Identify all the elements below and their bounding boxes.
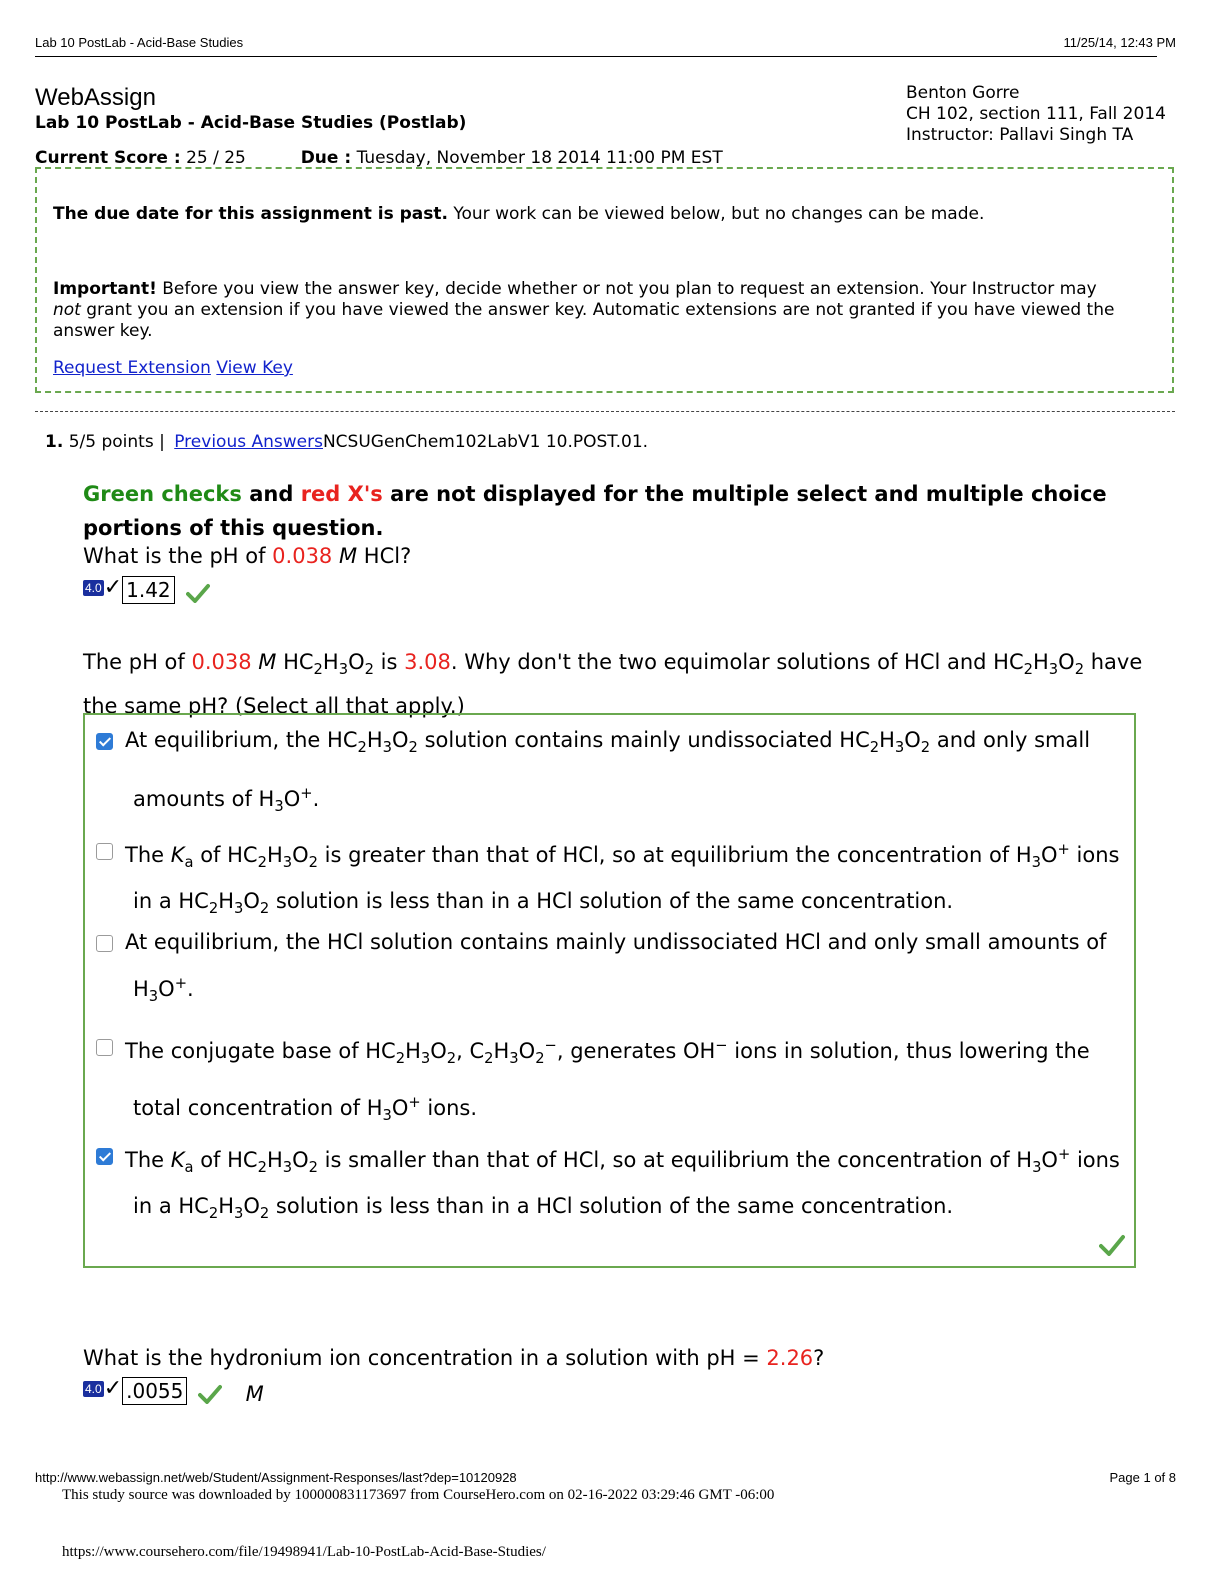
q1-text-a: What is the pH of xyxy=(83,544,266,568)
footer-url: http://www.webassign.net/web/Student/Assignment-Responses/last?dep=10120928 xyxy=(35,1470,517,1485)
score-row xyxy=(35,148,723,168)
choice-2-text[interactable]: The $K_a$ of $HC_2H_3O_2$ is greater than that of HCl, so at equilibrium the concentration of $H_3O^+$ ions in a $HC_2H_3O_2$ solution is less than in a HCl solution of the same concentration. xyxy=(125,841,1120,918)
q3-unit: M xyxy=(245,1381,264,1406)
q3-badge-check-icon: ✓ xyxy=(103,1376,123,1401)
choice-5-checkbox[interactable] xyxy=(96,1148,113,1165)
coursehero-source-note: This study source was downloaded by 100000831173697 from CourseHero.com on 02-16-2022 03:29:46 GMT -06:00 xyxy=(62,1487,775,1503)
warning-green-text: Green checks xyxy=(83,482,242,506)
instructor-name: Instructor: Pallavi Singh TA xyxy=(906,125,1134,145)
important-notice xyxy=(53,279,1153,342)
choice-1-checkbox[interactable] xyxy=(96,733,113,750)
due-label: Due : xyxy=(300,148,352,168)
q2-ph-value: 3.08 xyxy=(404,650,451,674)
q3-ph-value: 2.26 xyxy=(766,1346,814,1370)
view-key-link[interactable]: View Key xyxy=(216,358,293,378)
q3-answer-field[interactable]: .0055 xyxy=(122,1377,187,1405)
q1-prompt xyxy=(83,544,411,568)
important-line1: Before you view the answer key, decide whether or not you plan to request an extension. Your Instructor may xyxy=(162,279,1097,299)
choice-5-text[interactable]: The $K_a$ of $HC_2H_3O_2$ is smaller than that of HCl, so at equilibrium the concentration of $H_3O^+$ ions in a $HC_2H_3O_2$ solution is less than in a HCl solution of the same concentration. xyxy=(125,1146,1120,1223)
q1-sigfig-badge: 4.0 xyxy=(85,581,102,595)
score-label: Current Score : xyxy=(35,148,181,168)
past-due-notice xyxy=(53,204,984,224)
q2-prompt: The pH of 0.038 M $HC_2H_3O_2$ is 3.08. Why don't the two equimolar solutions of HCl and $HC_2H_3O_2$ have the same pH? (Select all that apply.) xyxy=(83,650,1143,719)
important-line2: grant you an extension if you have viewed the answer key. Automatic extensions are not granted if you have viewed the xyxy=(86,300,1115,320)
important-not: not xyxy=(53,300,81,320)
important-line3: answer key. xyxy=(53,321,153,341)
warning-red-text: red X's xyxy=(300,482,383,506)
webassign-logo: WebAssign xyxy=(35,84,156,111)
request-extension-link[interactable]: Request Extension xyxy=(53,358,211,378)
q1-value: 0.038 xyxy=(272,544,333,568)
q1-text-c: HCl? xyxy=(363,544,412,568)
choice-1-text[interactable]: At equilibrium, the $HC_2H_3O_2$ solution contains mainly undissociated $HC_2H_3O_2$ and only small amounts of $H_3O^+$. xyxy=(125,728,1091,816)
choice-4-text[interactable]: The conjugate base of $HC_2H_3O_2$, $C_2H_3O_2^-$, generates OH− ions in solution, thus lowering the total concentration of $H_3O^+$ ions. xyxy=(125,1037,1090,1125)
previous-answers-link[interactable]: Previous Answers xyxy=(174,432,323,452)
important-bold: Important! xyxy=(53,279,157,299)
question-separator: | xyxy=(159,432,165,452)
q2-concentration: 0.038 xyxy=(191,650,252,674)
score-value: 25 / 25 xyxy=(186,148,246,168)
q1-answer-row xyxy=(83,576,210,604)
question-header xyxy=(45,432,648,452)
section-divider xyxy=(35,411,1175,412)
q3-correct-check-icon xyxy=(198,1384,222,1404)
choices-correct-check-icon xyxy=(1099,1234,1125,1256)
q1-badge-check-icon: ✓ xyxy=(103,575,123,600)
q3-sigfig-badge: 4.0 xyxy=(85,1382,102,1396)
q1-molar-unit: M xyxy=(338,544,358,568)
past-due-rest: Your work can be viewed below, but no changes can be made. xyxy=(453,204,985,224)
q3-text: What is the hydronium ion concentration in a solution with pH = xyxy=(83,1346,760,1370)
warning-line2: portions of this question. xyxy=(83,516,384,540)
notice-links xyxy=(53,358,293,378)
q2-intro-a: The pH of xyxy=(83,650,185,674)
choice-2-checkbox[interactable] xyxy=(96,843,113,860)
choice-4-checkbox[interactable] xyxy=(96,1039,113,1056)
q3-answer-row xyxy=(83,1377,264,1406)
student-name: Benton Gorre xyxy=(906,83,1020,103)
student-info xyxy=(906,83,1166,146)
past-due-bold: The due date for this assignment is past. xyxy=(53,204,448,224)
display-warning xyxy=(83,477,1143,545)
question-number: 1. xyxy=(45,432,64,452)
due-value: Tuesday, November 18 2014 11:00 PM EST xyxy=(356,148,723,168)
warning-and: and xyxy=(249,482,294,506)
choice-3-checkbox[interactable] xyxy=(96,935,113,952)
q3-qmark: ? xyxy=(813,1346,825,1370)
print-timestamp: 11/25/14, 12:43 PM xyxy=(1063,35,1176,50)
course-name: CH 102, section 111, Fall 2014 xyxy=(906,104,1166,124)
warning-rest: are not displayed for the multiple select and multiple choice xyxy=(390,482,1107,506)
q1-answer-field[interactable]: 1.42 xyxy=(122,576,175,604)
question-points: 5/5 points xyxy=(68,432,154,452)
q3-prompt xyxy=(83,1346,824,1370)
assignment-title: Lab 10 PostLab - Acid-Base Studies (Postlab) xyxy=(35,113,467,133)
question-code: NCSUGenChem102LabV1 10.POST.01. xyxy=(322,432,649,452)
footer-page-number: Page 1 of 8 xyxy=(1109,1470,1176,1485)
header-rule xyxy=(35,56,1157,57)
coursehero-source-url: https://www.coursehero.com/file/19498941/Lab-10-PostLab-Acid-Base-Studies/ xyxy=(62,1544,546,1560)
q1-correct-check-icon xyxy=(186,583,210,603)
print-doc-title: Lab 10 PostLab - Acid-Base Studies xyxy=(35,35,244,50)
q2-intro-line2: the same pH? (Select all that apply.) xyxy=(83,694,465,719)
choice-3-text[interactable]: At equilibrium, the HCl solution contains mainly undissociated HCl and only small amounts of $H_3O^+$. xyxy=(125,930,1107,1006)
